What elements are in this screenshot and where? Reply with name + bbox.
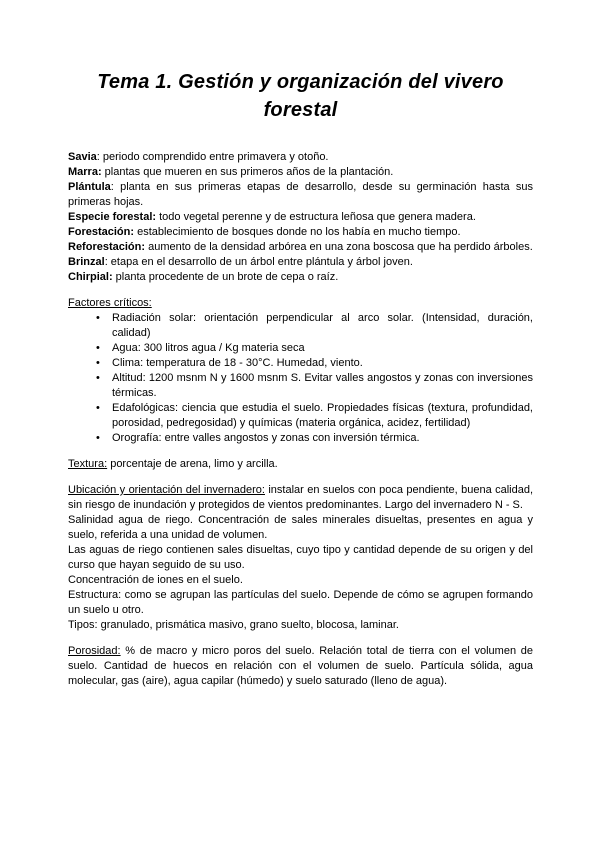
ubicacion-lead: instalar en suelos con poca pendiente, buena calidad, sin riesgo de inundación y protegidos de vientos predominantes. Largo del invernadero N - S.: [68, 484, 534, 511]
definition-text: plantas que mueren en sus primeros años de la plantación.: [101, 166, 394, 178]
list-item: • Edafológicas: ciencia que estudia el suelo. Propiedades físicas (textura, profundidad, porosidad, pedregosidad) y químicas (materia orgánica, acidez, fertilidad): [112, 401, 533, 431]
factores-heading: [68, 296, 533, 311]
list-item: • Clima: temperatura de 18 - 30°C. Humedad, viento.: [112, 356, 533, 371]
list-item: • Radiación solar: orientación perpendicular al arco solar. (Intensidad, duración, calidad): [112, 311, 533, 341]
definition-text: : planta en sus primeras etapas de desarrollo, desde su germinación hasta sus primeras hojas.: [68, 181, 533, 208]
definition-term: Brinzal: [68, 256, 105, 268]
definition-chirpial: [68, 270, 533, 285]
definition-text: todo vegetal perenne y de estructura leñosa que genera madera.: [156, 211, 476, 223]
page-title: [68, 68, 533, 124]
list-item: • Altitud: 1200 msnm N y 1600 msnm S. Evitar valles angostos y zonas con inversiones térmicas.: [112, 371, 533, 401]
textura-paragraph: [68, 457, 533, 472]
definition-reforestacion: [68, 240, 533, 255]
page-title-line1: Tema 1. Gestión y organización del vivero: [97, 71, 504, 93]
paragraph-tipos: Tipos: granulado, prismática masivo, grano suelto, blocosa, laminar.: [68, 619, 399, 631]
factores-heading-text: Factores críticos:: [68, 297, 152, 309]
paragraph-aguas-riego: Las aguas de riego contienen sales disueltas, cuyo tipo y cantidad depende de su origen y del curso que hayan seguido de su uso.: [68, 544, 533, 571]
textura-text: porcentaje de arena, limo y arcilla.: [107, 458, 278, 470]
definition-marra: [68, 165, 533, 180]
ubicacion-paragraph: [68, 483, 533, 513]
porosidad-text: % de macro y micro poros del suelo. Relación total de tierra con el volumen de suelo. Cantidad de huecos en relación con el volumen de suelo. Partícula sólida, agua molecular, gas (aire), agua capilar (húmedo) y suelo saturado (lleno de agua).: [68, 645, 533, 687]
porosidad-paragraph: [68, 644, 533, 689]
definition-text: : periodo comprendido entre primavera y otoño.: [96, 151, 329, 163]
definition-especie-forestal: [68, 210, 533, 225]
factores-list: [68, 311, 533, 446]
definition-brinzal: [68, 255, 533, 270]
definition-term: Savia: [68, 151, 97, 163]
definition-term: Forestación:: [68, 226, 135, 238]
ubicacion-heading: Ubicación y orientación del invernadero:: [68, 484, 265, 496]
definition-term: Especie forestal:: [68, 211, 157, 223]
definition-text: aumento de la densidad arbórea en una zona boscosa que ha perdido árboles.: [145, 241, 533, 253]
textura-heading: Textura:: [68, 458, 108, 470]
definition-term: Chirpial:: [68, 271, 113, 283]
paragraph-concentracion-iones: Concentración de iones en el suelo.: [68, 574, 243, 586]
definition-savia: [68, 150, 533, 165]
definition-term: Marra:: [68, 166, 102, 178]
page-title-line2: forestal: [263, 99, 338, 121]
list-item: • Orografía: entre valles angostos y zonas con inversión térmica.: [112, 431, 533, 446]
definition-text: establecimiento de bosques donde no los había en mucho tiempo.: [134, 226, 461, 238]
definition-plantula: [68, 180, 533, 210]
definition-term: Reforestación:: [68, 241, 146, 253]
definition-forestacion: [68, 225, 533, 240]
list-item: • Agua: 300 litros agua / Kg materia seca: [112, 341, 533, 356]
document-body: [68, 150, 533, 689]
definition-term: Plántula: [68, 181, 111, 193]
definition-text: : etapa en el desarrollo de un árbol entre plántula y árbol joven.: [104, 256, 413, 268]
porosidad-heading: Porosidad:: [68, 645, 121, 657]
paragraph-estructura: Estructura: como se agrupan las partículas del suelo. Depende de cómo se agrupen formando un suelo u otro.: [68, 589, 533, 616]
definition-text: planta procedente de un brote de cepa o raíz.: [112, 271, 339, 283]
paragraph-salinidad: Salinidad agua de riego. Concentración de sales minerales disueltas, presentes en agua y suelo, referida a una unidad de volumen.: [68, 514, 533, 541]
